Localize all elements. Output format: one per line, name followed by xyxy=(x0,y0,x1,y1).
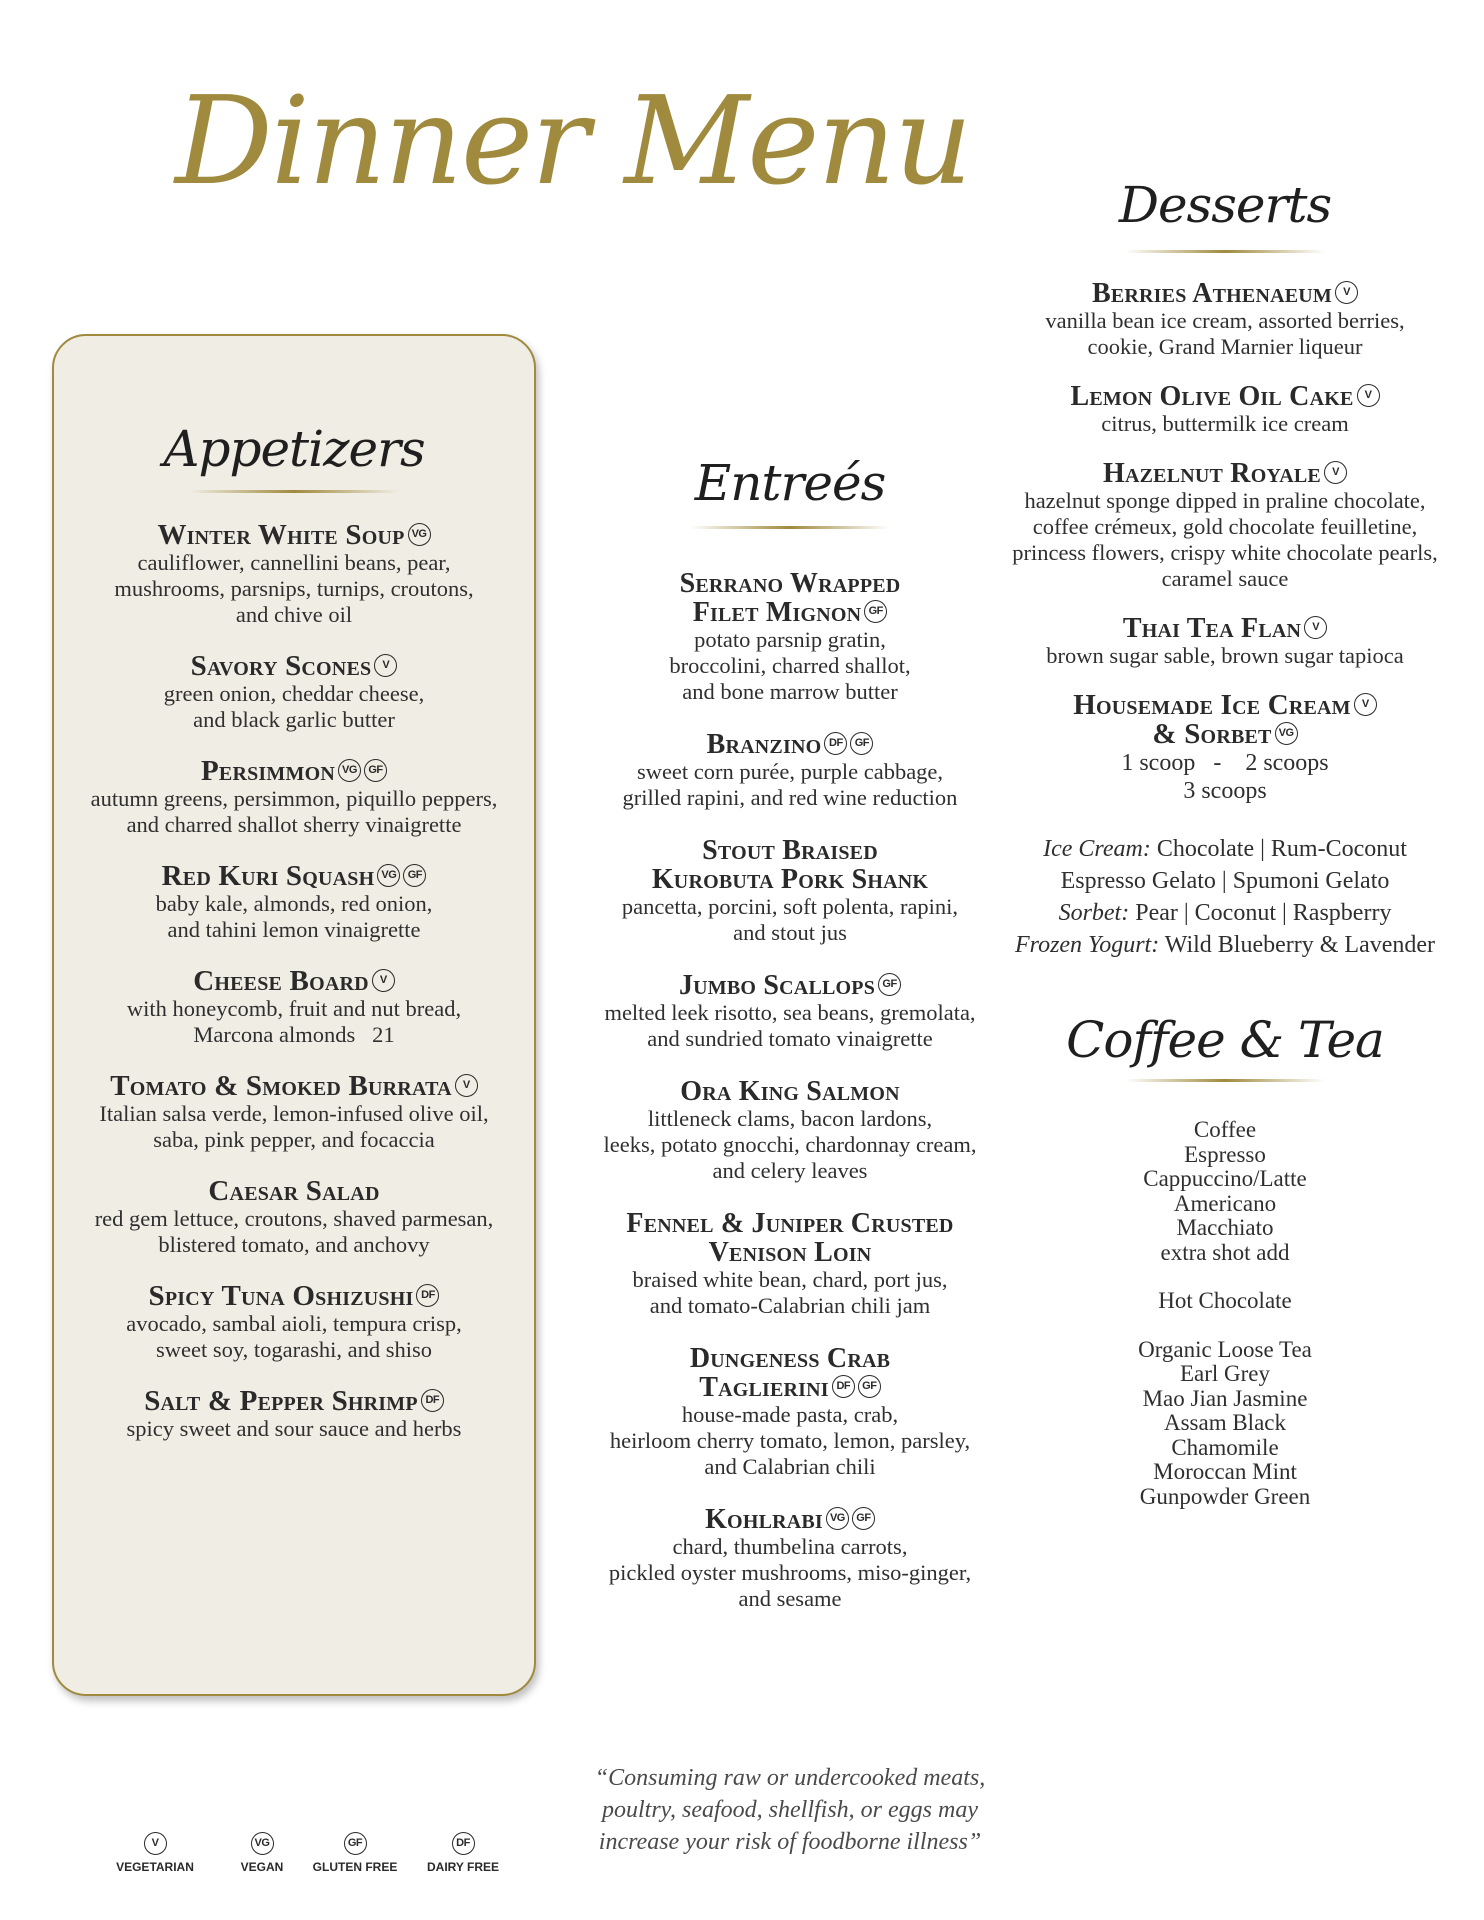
item-description: melted leek risotto, sea beans, gremolata, and sundried tomato vinaigrette xyxy=(604,1000,976,1051)
entrees-column xyxy=(580,454,1000,1637)
item-name-text: Berries Athenaeum xyxy=(1091,278,1332,309)
item-name xyxy=(580,730,1000,759)
item-description: autumn greens, persimmon, piquillo peppers, and charred shallot sherry vinaigrette xyxy=(90,786,498,837)
item-name-text: Jumbo Scallops xyxy=(678,970,876,1001)
item-name xyxy=(580,1077,1000,1106)
menu-item xyxy=(1000,459,1450,592)
legend-item xyxy=(408,1832,518,1874)
vegetarian-badge-icon: V xyxy=(374,654,397,677)
drink-item: Organic Loose Tea xyxy=(1138,1336,1312,1362)
item-description: braised white bean, chard, port jus, and tomato-Calabrian chili jam xyxy=(632,1267,948,1318)
item-name-text: Kurobuta Pork Shank xyxy=(651,864,929,895)
drink-item: Earl Grey xyxy=(1179,1361,1271,1386)
item-name-text: Persimmon xyxy=(201,755,335,787)
flavor-line xyxy=(1000,865,1450,897)
menu-item xyxy=(54,967,534,1048)
menu-title: Dinner Menu xyxy=(175,70,971,212)
vegetarian-badge-icon: V xyxy=(1324,461,1347,484)
menu-item xyxy=(580,1209,1000,1319)
entrees-heading: Entreés xyxy=(694,454,886,512)
item-name xyxy=(54,1387,534,1416)
item-name xyxy=(54,862,534,891)
menu-item xyxy=(580,1505,1000,1612)
flavor-line xyxy=(1000,897,1450,929)
item-name xyxy=(580,865,1000,894)
menu-item xyxy=(1000,279,1450,360)
gluten-free-badge-icon: GF xyxy=(878,973,901,996)
item-name xyxy=(54,757,534,786)
item-name-text: Kohlrabi xyxy=(705,1504,823,1535)
menu-item xyxy=(54,521,534,628)
dairy-free-badge-icon: DF xyxy=(421,1389,444,1412)
scoop-options-3: 3 scoops xyxy=(1183,778,1267,804)
item-description: sweet corn purée, purple cabbage, grilled rapini, and red wine reduction xyxy=(622,759,958,810)
ice-cream-name-line2: & Sorbet xyxy=(1152,718,1272,750)
scoop-options: 1 scoop - 2 scoops xyxy=(1121,750,1329,776)
item-name-text: Thai Tea Flan xyxy=(1122,613,1302,644)
vegan-badge-icon: VG xyxy=(251,1832,274,1855)
hot-chocolate-list xyxy=(1000,1289,1450,1314)
item-description: house-made pasta, crab, heirloom cherry tomato, lemon, parsley, and Calabrian chili xyxy=(609,1402,971,1479)
gluten-free-badge-icon: GF xyxy=(852,1507,875,1530)
item-name-text: Salt & Pepper Shrimp xyxy=(144,1385,418,1417)
vegan-badge-icon: VG xyxy=(1275,722,1298,745)
flavor-line xyxy=(1000,929,1450,961)
drink-item: Hot Chocolate xyxy=(1158,1288,1292,1313)
legend-label: VEGAN xyxy=(240,1860,284,1874)
legend-label: VEGETARIAN xyxy=(116,1860,194,1874)
menu-item xyxy=(580,730,1000,811)
menu-item xyxy=(1000,382,1450,437)
coffee-tea-rule xyxy=(1125,1079,1325,1082)
item-name xyxy=(580,1238,1000,1267)
item-description: red gem lettuce, croutons, shaved parmesan, blistered tomato, and anchovy xyxy=(94,1206,494,1257)
vegetarian-badge-icon: V xyxy=(1335,281,1358,304)
dessert-list xyxy=(1000,279,1450,669)
item-name-text: Dungeness Crab xyxy=(689,1343,891,1374)
menu-item xyxy=(54,757,534,838)
menu-item xyxy=(54,1387,534,1442)
item-name xyxy=(1000,459,1450,488)
legend-label: GLUTEN FREE xyxy=(312,1860,398,1874)
item-name xyxy=(580,1209,1000,1238)
gluten-free-badge-icon: GF xyxy=(850,732,873,755)
item-name xyxy=(54,1177,534,1206)
appetizers-heading: Appetizers xyxy=(163,420,425,478)
vegetarian-badge-icon: V xyxy=(1304,616,1327,639)
flavor-line xyxy=(1000,833,1450,865)
coffee-tea-heading: Coffee & Tea xyxy=(1066,1011,1384,1069)
item-name-text: Red Kuri Squash xyxy=(161,860,375,892)
item-description: hazelnut sponge dipped in praline chocolate, coffee crémeux, gold chocolate feuilletine, princess flowers, crispy white chocolate pearls, caramel sauce xyxy=(1012,488,1438,591)
menu-item xyxy=(54,652,534,733)
dairy-free-badge-icon: DF xyxy=(832,1375,855,1398)
item-name xyxy=(54,1072,534,1101)
item-name-text: Branzino xyxy=(706,729,822,760)
vegan-badge-icon: VG xyxy=(826,1507,849,1530)
desserts-column xyxy=(1000,176,1450,1509)
menu-item xyxy=(54,1072,534,1153)
item-description: brown sugar sable, brown sugar tapioca xyxy=(1046,643,1404,668)
drink-item: extra shot add xyxy=(1160,1239,1290,1265)
appetizer-list xyxy=(54,521,534,1442)
vegetarian-badge-icon: V xyxy=(372,969,395,992)
item-name-text: Tomato & Smoked Burrata xyxy=(110,1070,452,1102)
item-description: littleneck clams, bacon lardons, leeks, potato gnocchi, chardonnay cream, and celery leaves xyxy=(603,1106,977,1183)
item-name-text: Serrano Wrapped xyxy=(679,568,901,599)
item-name-text: Cheese Board xyxy=(193,965,369,997)
desserts-rule xyxy=(1125,250,1325,253)
item-name xyxy=(580,598,1000,627)
vegan-badge-icon: VG xyxy=(377,864,400,887)
item-name xyxy=(580,1373,1000,1402)
menu-item xyxy=(54,862,534,943)
item-name-text: Caesar Salad xyxy=(208,1175,380,1207)
drink-item: Assam Black xyxy=(1163,1410,1286,1435)
appetizers-panel xyxy=(52,334,536,1696)
item-description: avocado, sambal aioli, tempura crisp, sweet soy, togarashi, and shiso xyxy=(126,1311,462,1362)
appetizers-rule xyxy=(189,490,399,493)
item-name-text: Filet Mignon xyxy=(692,597,862,628)
vegetarian-badge-icon: V xyxy=(1357,384,1380,407)
coffee-list xyxy=(1000,1118,1450,1265)
ice-cream-name-line1: Housemade Ice Cream xyxy=(1073,689,1351,721)
drink-item: Macchiato xyxy=(1176,1215,1274,1240)
flavor-list xyxy=(1000,833,1450,961)
menu-item xyxy=(1000,614,1450,669)
item-name-text: Taglierini xyxy=(699,1372,829,1403)
vegetarian-badge-icon: V xyxy=(144,1832,167,1855)
tea-list xyxy=(1000,1338,1450,1510)
drink-item: Gunpowder Green xyxy=(1139,1483,1311,1509)
flavor-text: Espresso Gelato | Spumoni Gelato xyxy=(1060,868,1390,894)
item-name xyxy=(580,569,1000,598)
menu-item xyxy=(54,1177,534,1258)
item-name-text: Lemon Olive Oil Cake xyxy=(1070,381,1354,412)
item-description: with honeycomb, fruit and nut bread, Marcona almonds 21 xyxy=(126,996,462,1047)
menu-item xyxy=(580,971,1000,1052)
gluten-free-badge-icon: GF xyxy=(364,759,387,782)
item-description: spicy sweet and sour sauce and herbs xyxy=(126,1416,462,1441)
drink-item: Espresso xyxy=(1184,1141,1266,1167)
desserts-heading: Desserts xyxy=(1118,176,1332,234)
item-name xyxy=(1000,382,1450,411)
item-description: Italian salsa verde, lemon-infused olive oil, saba, pink pepper, and focaccia xyxy=(99,1101,489,1152)
item-name xyxy=(1000,614,1450,643)
item-name-text: Ora King Salmon xyxy=(680,1076,900,1107)
ice-cream-item xyxy=(1000,691,1450,805)
flavor-label: Ice Cream: xyxy=(1043,836,1151,862)
warning-line: “Consuming raw or undercooked meats, xyxy=(594,1765,986,1791)
raw-food-warning xyxy=(580,1762,1000,1858)
flavor-text: Wild Blueberry & Lavender xyxy=(1159,932,1436,958)
entrees-rule xyxy=(690,526,890,529)
item-name xyxy=(54,652,534,681)
drink-item: Coffee xyxy=(1193,1117,1257,1142)
item-description: potato parsnip gratin, broccolini, charred shallot, and bone marrow butter xyxy=(669,627,911,704)
drink-item: Chamomile xyxy=(1171,1434,1279,1460)
item-description: chard, thumbelina carrots, pickled oyster mushrooms, miso-ginger, and sesame xyxy=(608,1534,972,1611)
legend-label: DAIRY FREE xyxy=(426,1860,499,1874)
item-description: cauliflower, cannellini beans, pear, mushrooms, parsnips, turnips, croutons, and chive oil xyxy=(114,550,474,627)
flavor-label: Frozen Yogurt: xyxy=(1014,932,1160,958)
menu-item xyxy=(580,1077,1000,1184)
item-name xyxy=(580,1344,1000,1373)
menu-item xyxy=(580,1344,1000,1480)
menu-item xyxy=(580,569,1000,705)
drink-item: Americano xyxy=(1173,1190,1277,1216)
legend-item xyxy=(300,1832,410,1874)
item-name xyxy=(54,967,534,996)
vegan-badge-icon: VG xyxy=(338,759,361,782)
legend-item xyxy=(100,1832,210,1874)
menu-item xyxy=(580,836,1000,946)
warning-line: increase your risk of foodborne illness” xyxy=(598,1829,982,1855)
flavor-text: Pear | Coconut | Raspberry xyxy=(1129,900,1392,926)
item-description: green onion, cheddar cheese, and black garlic butter xyxy=(163,681,425,732)
dairy-free-badge-icon: DF xyxy=(452,1832,475,1855)
vegan-badge-icon: VG xyxy=(408,523,431,546)
item-name xyxy=(580,971,1000,1000)
drink-item: Cappuccino/Latte xyxy=(1143,1166,1307,1191)
item-name-text: Spicy Tuna Oshizushi xyxy=(148,1280,414,1312)
item-description: baby kale, almonds, red onion, and tahini lemon vinaigrette xyxy=(155,891,433,942)
menu-item xyxy=(54,1282,534,1363)
item-name xyxy=(1000,279,1450,308)
gluten-free-badge-icon: GF xyxy=(344,1832,367,1855)
vegetarian-badge-icon: V xyxy=(455,1074,478,1097)
dairy-free-badge-icon: DF xyxy=(824,732,847,755)
item-description: pancetta, porcini, soft polenta, rapini, and stout jus xyxy=(621,894,959,945)
flavor-label: Sorbet: xyxy=(1058,900,1130,926)
entree-list xyxy=(580,569,1000,1612)
drink-item: Moroccan Mint xyxy=(1153,1459,1297,1484)
item-name xyxy=(580,1505,1000,1534)
item-name-text: Venison Loin xyxy=(708,1237,872,1268)
item-name-text: Hazelnut Royale xyxy=(1103,458,1321,489)
item-name-text: Savory Scones xyxy=(190,650,372,682)
item-name xyxy=(54,1282,534,1311)
item-description: citrus, buttermilk ice cream xyxy=(1101,411,1349,436)
item-name xyxy=(54,521,534,550)
vegetarian-badge-icon: V xyxy=(1354,693,1377,716)
flavor-text: Chocolate | Rum-Coconut xyxy=(1150,836,1407,862)
item-name-text: Fennel & Juniper Crusted xyxy=(626,1208,954,1239)
gluten-free-badge-icon: GF xyxy=(403,864,426,887)
gluten-free-badge-icon: GF xyxy=(864,600,887,623)
item-name-text: Stout Braised xyxy=(702,835,878,866)
warning-line: poultry, seafood, shellfish, or eggs may xyxy=(602,1797,978,1823)
drink-item: Mao Jian Jasmine xyxy=(1142,1385,1308,1411)
item-description: vanilla bean ice cream, assorted berries, cookie, Grand Marnier liqueur xyxy=(1045,308,1405,359)
dairy-free-badge-icon: DF xyxy=(416,1284,439,1307)
gluten-free-badge-icon: GF xyxy=(858,1375,881,1398)
item-name-text: Winter White Soup xyxy=(157,519,405,551)
item-name xyxy=(580,836,1000,865)
